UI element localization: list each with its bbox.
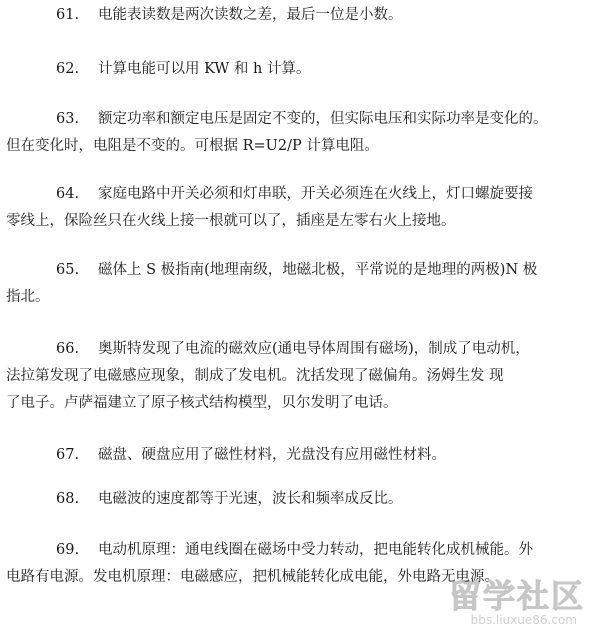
list-item-66 bbox=[6, 336, 590, 417]
item-line bbox=[42, 181, 590, 208]
list-item-64 bbox=[6, 181, 590, 235]
item-text: 奥斯特发现了电流的磁效应(通电导体周围有磁场)，制成了电动机， bbox=[98, 341, 530, 357]
item-text: 额定功率和额定电压是固定不变的，但实际电压和实际功率是变化的。 bbox=[98, 111, 548, 127]
watermark-url: bbs.liuxue86.com bbox=[470, 613, 577, 627]
item-number: 69. bbox=[56, 542, 80, 558]
item-number: 61. bbox=[56, 7, 80, 23]
item-line bbox=[42, 56, 590, 83]
item-text: 磁盘、硬盘应用了磁性材料，光盘没有应用磁性材料。 bbox=[98, 447, 446, 463]
item-number: 62. bbox=[56, 61, 80, 77]
item-line bbox=[42, 537, 590, 564]
item-line bbox=[42, 442, 590, 469]
item-text: 电能表读数是两次读数之差，最后一位是小数。 bbox=[98, 7, 403, 23]
item-number: 64. bbox=[56, 186, 80, 202]
item-line bbox=[42, 106, 590, 133]
list-item-67 bbox=[42, 442, 590, 469]
item-line: 指北。 bbox=[6, 289, 50, 305]
item-number: 68. bbox=[56, 491, 80, 507]
list-item-68 bbox=[42, 486, 590, 513]
list-item-61 bbox=[42, 2, 590, 29]
item-text: 电磁波的速度都等于光速，波长和频率成反比。 bbox=[98, 491, 403, 507]
item-number: 63. bbox=[56, 111, 80, 127]
item-text: 家庭电路中开关必须和灯串联，开关必须连在火线上，灯口螺旋要接 bbox=[98, 186, 533, 202]
item-line: 电路有电源。发电机原理：电磁感应，把机械能转化成电能，外电路无电源。 bbox=[6, 569, 499, 585]
list-item-62 bbox=[42, 56, 590, 83]
item-number: 67. bbox=[56, 447, 80, 463]
item-line: 零线上，保险丝只在火线上接一根就可以了，插座是左零右火上接地。 bbox=[6, 213, 456, 229]
item-line bbox=[42, 486, 590, 513]
site-watermark bbox=[421, 571, 591, 627]
item-text: 磁体上 S 极指南(地理南级，地磁北极，平常说的是地理的两极)N 极 bbox=[98, 262, 538, 278]
list-item-65 bbox=[6, 257, 590, 311]
item-line: 法拉第发现了电磁感应现象，制成了发电机。沈括发现了磁偏角。汤姆生发 现 bbox=[6, 368, 504, 384]
watermark-logo-text: 留学社区 bbox=[448, 577, 585, 615]
item-line: 但在变化时，电阻是不变的。可根据 R=U2/P 计算电阻。 bbox=[6, 138, 379, 154]
item-line bbox=[42, 2, 590, 29]
item-number: 66. bbox=[56, 341, 80, 357]
item-number: 65. bbox=[56, 262, 80, 278]
item-text: 电动机原理：通电线圈在磁场中受力转动，把电能转化成机械能。外 bbox=[98, 542, 533, 558]
list-item-63 bbox=[6, 106, 590, 160]
item-line: 了电子。卢萨福建立了原子核式结构模型，贝尔发明了电话。 bbox=[6, 395, 398, 411]
item-line bbox=[42, 336, 590, 363]
item-line bbox=[42, 257, 590, 284]
item-text: 计算电能可以用 KW 和 h 计算。 bbox=[98, 61, 311, 77]
